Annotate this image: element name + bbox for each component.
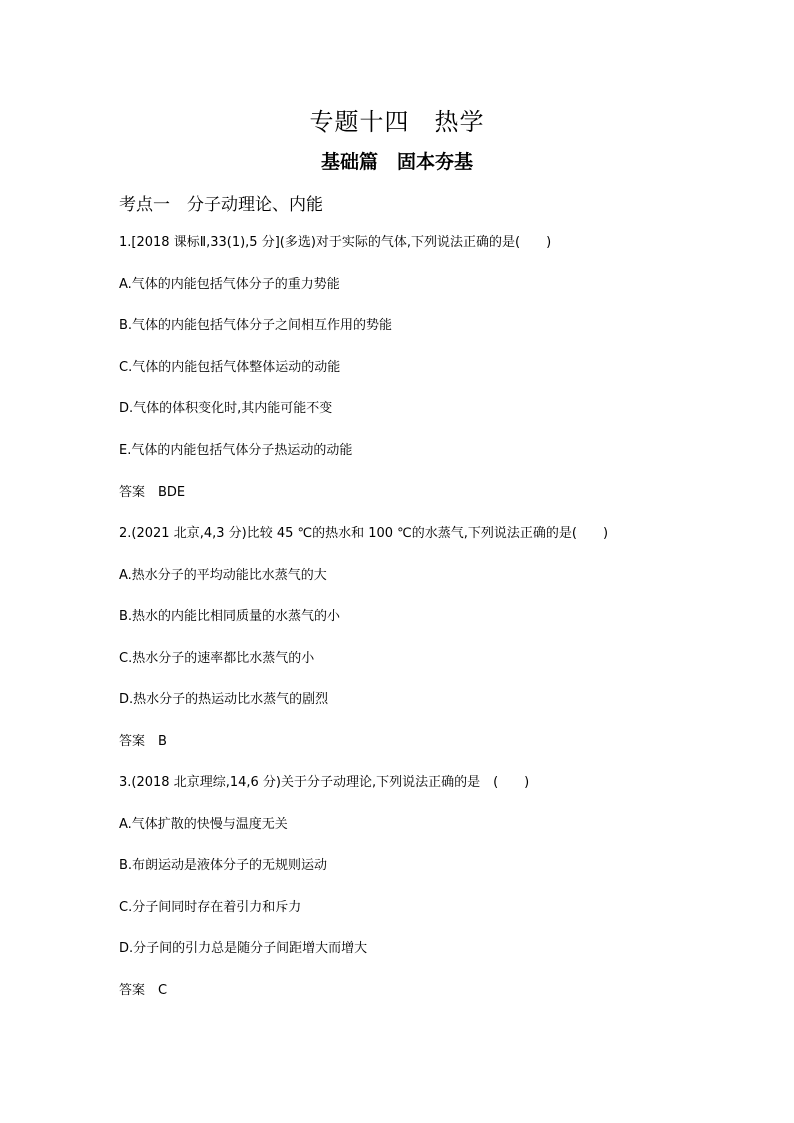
question-1-option-e: E.气体的内能包括气体分子热运动的动能	[119, 443, 353, 458]
question-1-option-c: C.气体的内能包括气体整体运动的动能	[119, 360, 341, 375]
question-2-stem: 2.(2021 北京,4,3 分)比较 45 ℃的热水和 100 ℃的水蒸气,下列说法正确的是( )	[119, 526, 609, 541]
question-2-option-b: B.热水的内能比相同质量的水蒸气的小	[119, 609, 341, 624]
question-1-stem: 1.[2018 课标Ⅱ,33(1),5 分](多选)对于实际的气体,下列说法正确的是( )	[119, 235, 552, 250]
question-1-answer: 答案 BDE	[119, 485, 186, 500]
question-2-answer: 答案 B	[119, 734, 167, 749]
question-2-option-a: A.热水分子的平均动能比水蒸气的大	[119, 568, 327, 583]
page-title: 专题十四 热学	[309, 108, 485, 136]
question-3-stem: 3.(2018 北京理综,14,6 分)关于分子动理论,下列说法正确的是 ( )	[119, 775, 530, 790]
question-3-option-d: D.分子间的引力总是随分子间距增大而增大	[119, 941, 368, 956]
question-2-option-c: C.热水分子的速率都比水蒸气的小	[119, 651, 315, 666]
question-1-option-a: A.气体的内能包括气体分子的重力势能	[119, 277, 340, 292]
page-subtitle: 基础篇 固本夯基	[320, 151, 473, 173]
question-3-answer: 答案 C	[119, 983, 168, 998]
question-1-option-b: B.气体的内能包括气体分子之间相互作用的势能	[119, 318, 393, 333]
question-3-option-a: A.气体扩散的快慢与温度无关	[119, 817, 288, 832]
section-heading: 考点一 分子动理论、内能	[119, 195, 323, 215]
question-2-option-d: D.热水分子的热运动比水蒸气的剧烈	[119, 692, 329, 707]
question-3-option-c: C.分子间同时存在着引力和斥力	[119, 900, 302, 915]
question-3-option-b: B.布朗运动是液体分子的无规则运动	[119, 858, 328, 873]
question-1-option-d: D.气体的体积变化时,其内能可能不变	[119, 401, 333, 416]
